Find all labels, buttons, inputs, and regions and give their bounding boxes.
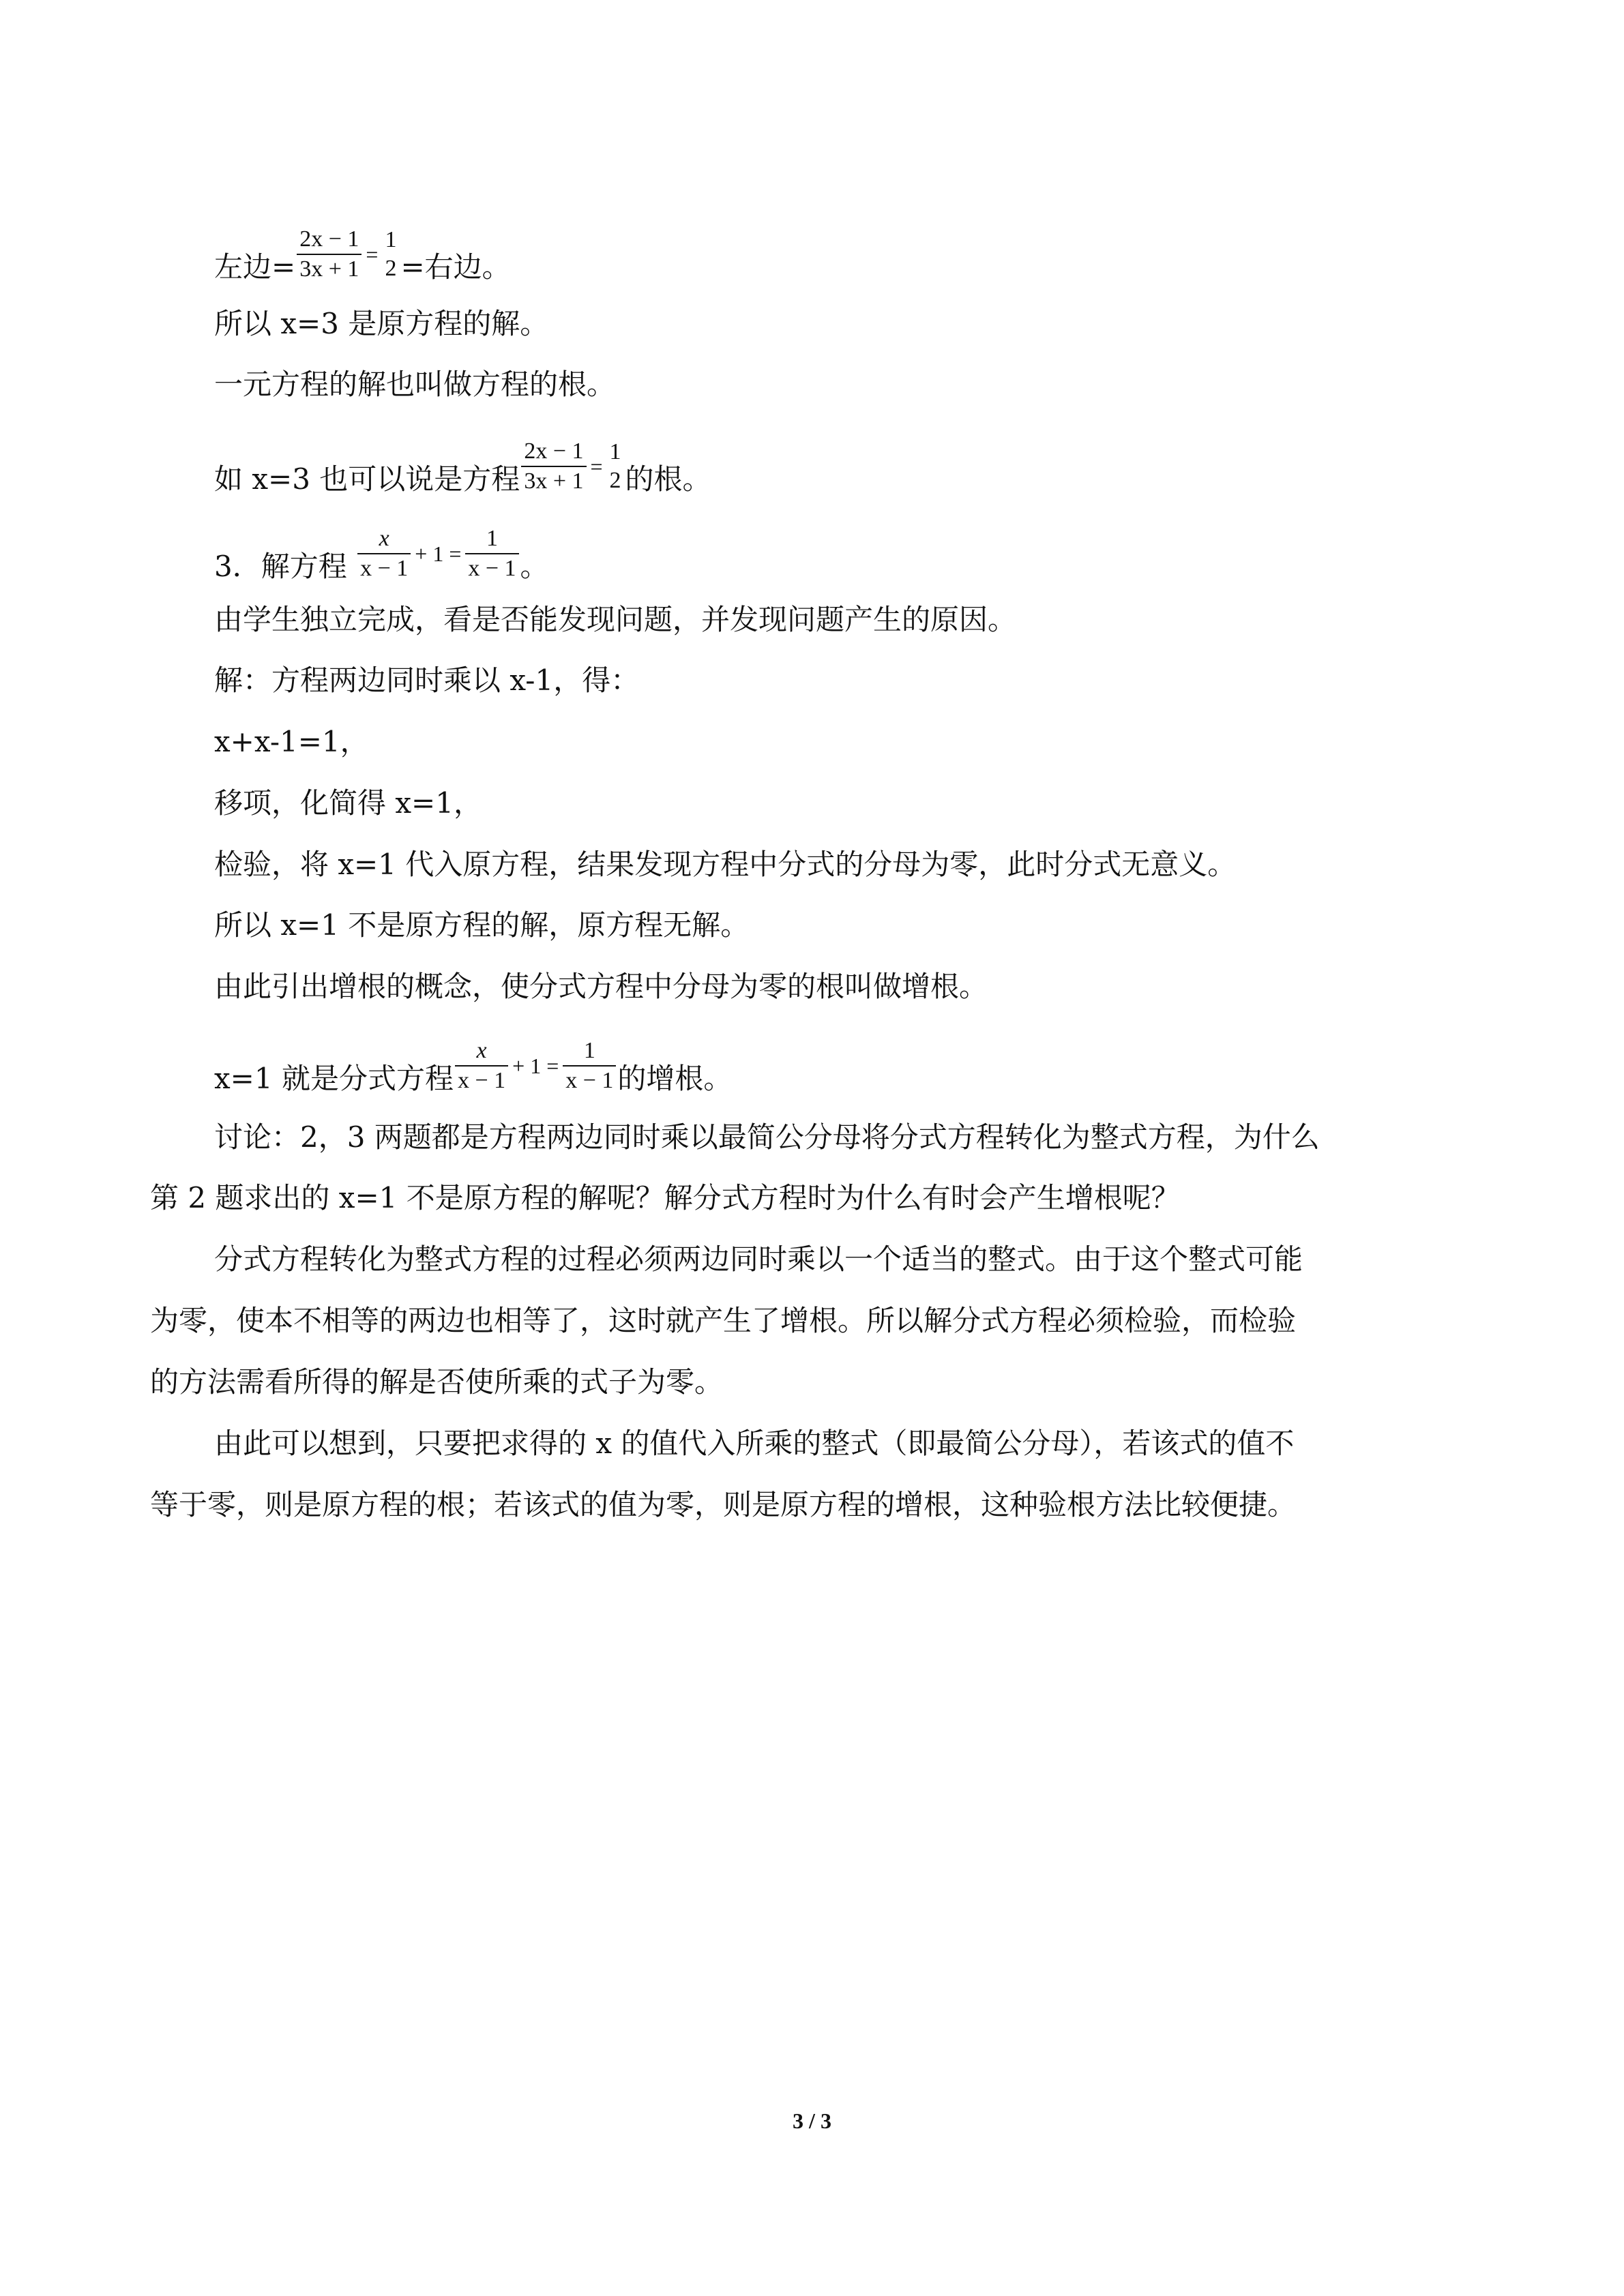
line-no-solution: 所以 x=1 不是原方程的解，原方程无解。 xyxy=(214,908,750,942)
numerator: 1 xyxy=(609,439,621,464)
denominator: 2 xyxy=(609,468,621,493)
line-equation-step: x+x-1=1， xyxy=(214,725,369,758)
line-simplify-step: 移项，化简得 x=1， xyxy=(214,786,482,820)
text-post: 的根。 xyxy=(625,462,711,496)
numerator: 1 xyxy=(486,526,498,551)
denominator: 3x + 1 xyxy=(521,466,586,494)
plus-one-equals: + 1 = xyxy=(512,1054,559,1078)
fraction-2x-1-over-3x+1 xyxy=(521,438,586,494)
paragraph-explanation-line-3: 的方法需看所得的解是否使所乘的式子为零。 xyxy=(150,1365,724,1399)
numerator: x xyxy=(379,526,389,551)
numerator: 2x − 1 xyxy=(524,438,584,464)
fraction-1-over-2 xyxy=(607,439,624,494)
line-extraneous-root-definition: 由此引出增根的概念，使分式方程中分母为零的根叫做增根。 xyxy=(214,970,988,1003)
line-root-example xyxy=(214,438,711,509)
fraction-1-over-x-1 xyxy=(563,1038,616,1094)
text-pre: x=1 就是分式方程 xyxy=(214,1062,454,1095)
text-pre: 3．解方程 xyxy=(214,550,357,583)
line-solution-x3: 所以 x=3 是原方程的解。 xyxy=(214,307,549,340)
plus-one-equals: + 1 = xyxy=(415,541,462,566)
fraction-x-over-x-1 xyxy=(455,1038,508,1094)
line-extraneous-root-example xyxy=(214,1038,733,1109)
fraction-1-over-x-1 xyxy=(465,526,518,582)
paragraph-explanation-line-1: 分式方程转化为整式方程的过程必须两边同时乘以一个适当的整式。由于这个整式可能 xyxy=(214,1242,1303,1276)
line-left-side xyxy=(214,226,511,297)
text-pre: 左边= xyxy=(214,250,296,284)
line-check-step: 检验，将 x=1 代入原方程，结果发现方程中分式的分母为零，此时分式无意义。 xyxy=(214,848,1237,881)
paragraph-discussion-line-1: 讨论：2，3 两题都是方程两边同时乘以最简公分母将分式方程转化为整式方程，为什么 xyxy=(214,1120,1320,1154)
denominator: x − 1 xyxy=(563,1065,616,1094)
denominator: x − 1 xyxy=(455,1065,508,1094)
fraction-x-over-x-1 xyxy=(357,526,411,582)
fraction-2x-1-over-3x+1 xyxy=(297,226,361,282)
text-pre: 如 x=3 也可以说是方程 xyxy=(214,462,520,496)
line-problem-3 xyxy=(214,526,549,597)
paragraph-conclusion-line-1: 由此可以想到，只要把求得的 x 的值代入所乘的整式（即最简公分母），若该式的值不 xyxy=(214,1427,1295,1460)
page-number: 3 / 3 xyxy=(793,2108,831,2133)
denominator: 3x + 1 xyxy=(297,254,361,282)
paragraph-conclusion-line-2: 等于零，则是原方程的根；若该式的值为零，则是原方程的增根，这种验根方法比较便捷。 xyxy=(150,1488,1297,1521)
equals-sign: = xyxy=(590,454,603,479)
text-post: 。 xyxy=(520,550,549,583)
numerator: 1 xyxy=(385,227,397,252)
paragraph-discussion-line-2: 第 2 题求出的 x=1 不是原方程的解呢？解分式方程时为什么有时会产生增根呢？ xyxy=(150,1181,1180,1214)
denominator: 2 xyxy=(385,256,397,281)
line-student-task: 由学生独立完成，看是否能发现问题，并发现问题产生的原因。 xyxy=(214,603,1017,636)
line-root-definition: 一元方程的解也叫做方程的根。 xyxy=(214,368,616,401)
text-post: 的增根。 xyxy=(617,1062,733,1095)
text-post: =右边。 xyxy=(400,250,511,284)
numerator: x xyxy=(476,1038,487,1063)
fraction-1-over-2 xyxy=(382,227,399,282)
equals-sign: = xyxy=(366,242,379,267)
paragraph-explanation-line-2: 为零，使本不相等的两边也相等了，这时就产生了增根。所以解分式方程必须检验，而检验 xyxy=(150,1304,1297,1337)
line-solve-step: 解：方程两边同时乘以 x-1，得： xyxy=(214,664,640,697)
numerator: 1 xyxy=(583,1038,595,1063)
denominator: x − 1 xyxy=(465,553,518,582)
denominator: x − 1 xyxy=(357,553,411,582)
numerator: 2x − 1 xyxy=(299,226,359,252)
